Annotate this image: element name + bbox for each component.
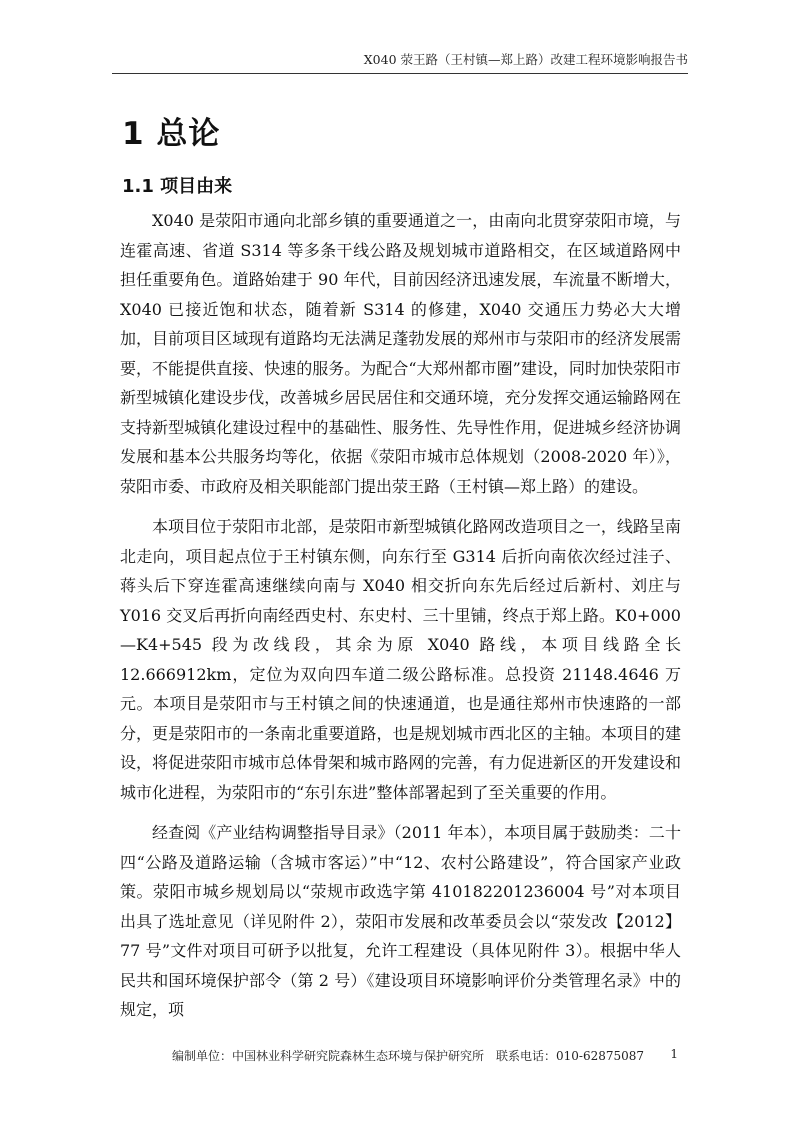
footer-text: 编制单位：中国林业科学研究院森林生态环境与保护研究所 联系电话：010-62875087	[172, 1049, 645, 1063]
paragraph-2: 本项目位于荥阳市北部，是荥阳市新型城镇化路网改造项目之一，线路呈南北走向，项目起点位于王村镇东侧，向东行至 G314 后折向南依次经过洼子、蒋头后下穿连霍高速继续向南与 X040 相交折向东先后经过后新村、刘庄与 Y016 交叉后再折向南经西史村、东史村、三十里铺，终点于郑上路。K0+000—K4+545 段为改线段，其余为原 X040 路线，本项目线路全长 12.666912km，定位为双向四车道二级公路标准。总投资 21148.4646 万元。本项目是荥阳市与王村镇之间的快速通道，也是通往郑州市快速路的一部分，更是荥阳市的一条南北重要道路，也是规划城市西北区的主轴。本项目的建设，将促进荥阳市城市总体骨架和城市路网的完善，有力促进新区的开发建设和城市化进程，为荥阳市的“东引东进”整体部署起到了至关重要的作用。	[120, 517, 681, 802]
section-title: 1.1 项目由来	[122, 176, 233, 197]
body-text	[120, 206, 681, 1036]
paragraph-3: 经查阅《产业结构调整指导目录》（2011 年本），本项目属于鼓励类：二十四“公路及道路运输（含城市客运）”中“12、农村公路建设”，符合国家产业政策。荥阳市城乡规划局以“荥规市政选字第 410182201236004 号”对本项目出具了选址意见（详见附件 2），荥阳市发展和改革委员会以“荥发改【2012】77 号”文件对项目可研予以批复，允许工程建设（具体见附件 3）。根据中华人民共和国环境保护部令（第 2 号）《建设项目环境影响评价分类管理名录》中的规定，项	[120, 823, 681, 1019]
header-divider	[112, 73, 688, 74]
chapter-title: 1 总论	[122, 116, 221, 152]
page-number: 1	[670, 1047, 678, 1061]
paragraph-1: X040 是荥阳市通向北部乡镇的重要通道之一，由南向北贯穿荥阳市境，与连霍高速、省道 S314 等多条干线公路及规划城市道路相交，在区域道路网中担任重要角色。道路始建于 90 年代，目前因经济迅速发展，车流量不断增大，X040 已接近饱和状态，随着新 S314 的修建，X040 交通压力势必大大增加，目前项目区域现有道路均无法满足蓬勃发展的郑州市与荥阳市的经济发展需要，不能提供直接、快速的服务。为配合“大郑州都市圈”建设，同时加快荥阳市新型城镇化建设步伐，改善城乡居民居住和交通环境，充分发挥交通运输路网在支持新型城镇化建设过程中的基础性、服务性、先导性作用，促进城乡经济协调发展和基本公共服务均等化，依据《荥阳市城市总体规划（2008-2020 年）》，荥阳市委、市政府及相关职能部门提出荥王路（王村镇—郑上路）的建设。	[120, 211, 681, 496]
running-header: X040 荥王路（王村镇—郑上路）改建工程环境影响报告书	[363, 52, 688, 67]
